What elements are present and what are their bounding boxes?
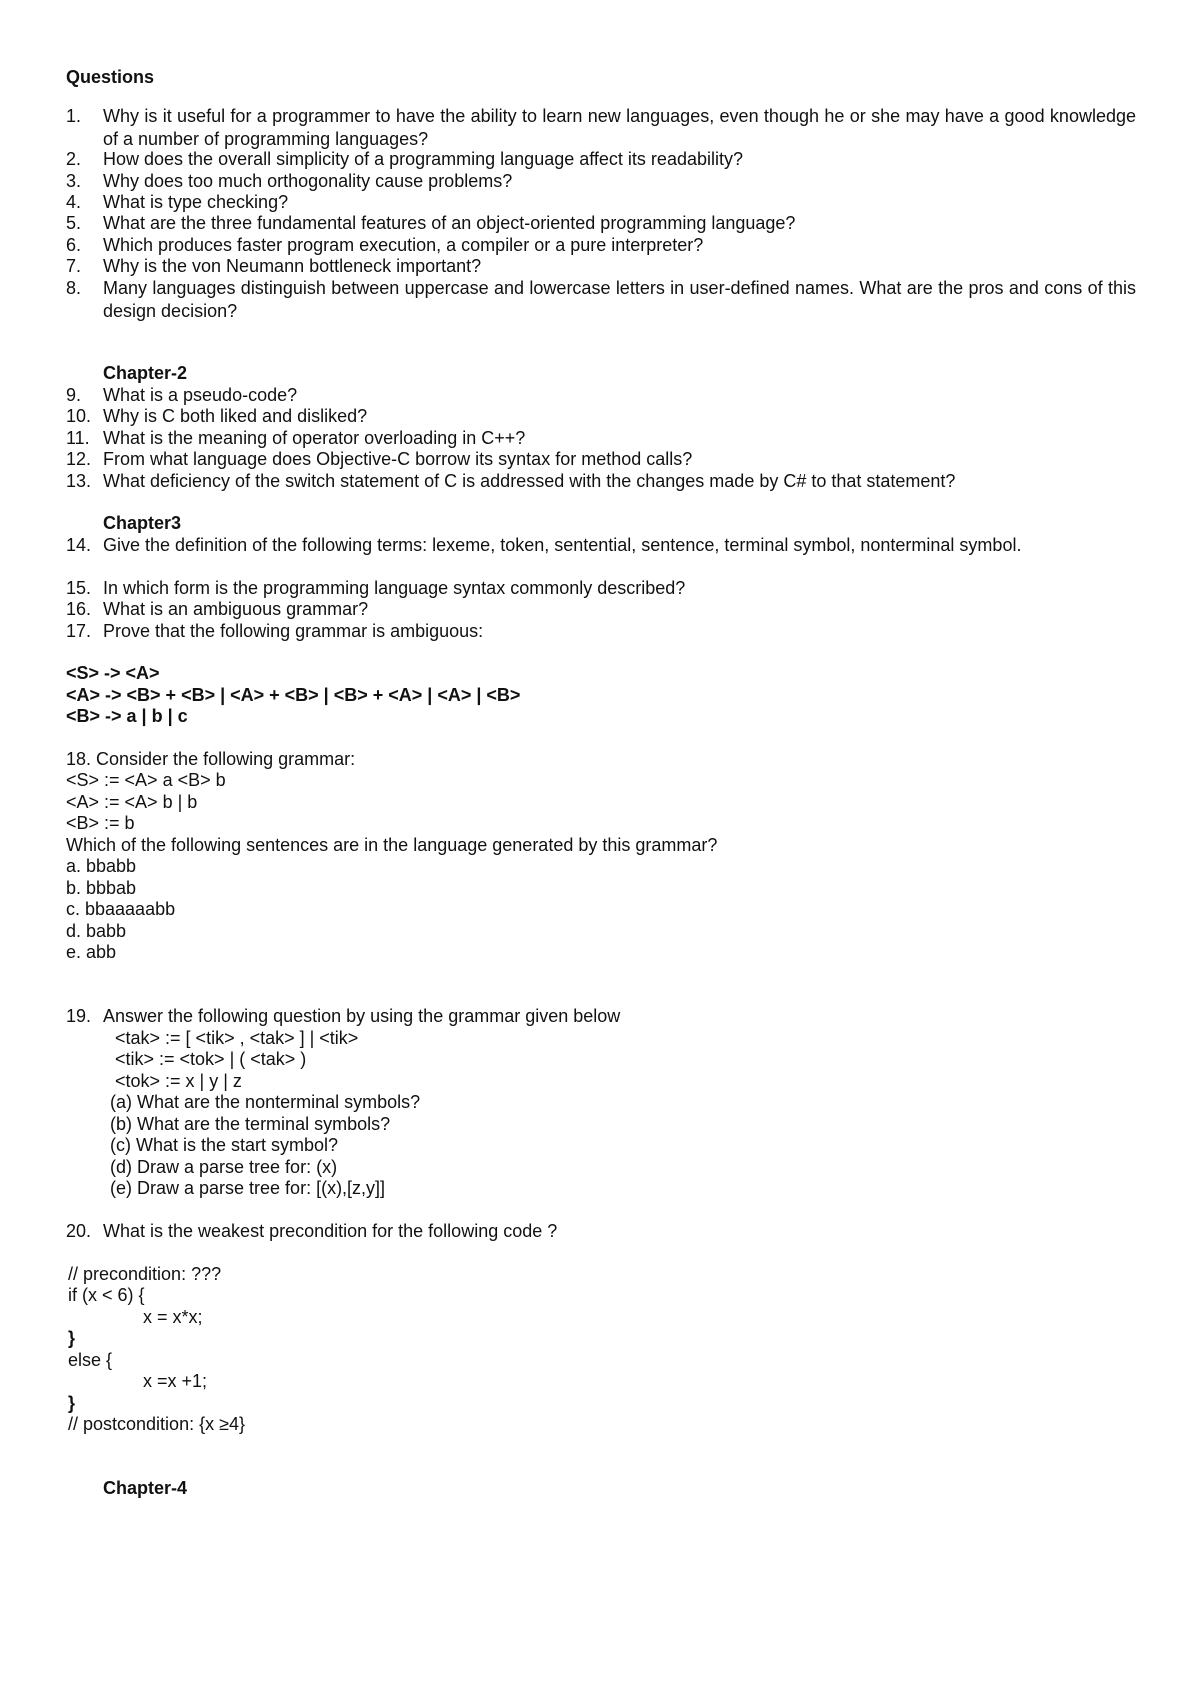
sub-question: (d) Draw a parse tree for: (x) bbox=[110, 1157, 338, 1177]
answer-option: b. bbbab bbox=[66, 878, 137, 898]
grammar-rule: <tok> := x | y | z bbox=[115, 1071, 242, 1091]
sub-question: (a) What are the nonterminal symbols? bbox=[110, 1092, 421, 1112]
grammar-rule: <B> := b bbox=[66, 813, 135, 833]
grammar-rule: <A> := <A> b | b bbox=[66, 792, 198, 812]
code-line: } bbox=[68, 1328, 76, 1348]
question-20: 20. What is the weakest precondition for the following code ? bbox=[66, 1221, 558, 1241]
question-16: 16. What is an ambiguous grammar? bbox=[66, 599, 369, 619]
grammar-rule: <A> -> <B> + <B> | <A> + <B> | <B> + <A> | <A> | <B> bbox=[66, 685, 521, 705]
question-6: 6. Which produces faster program execution, a compiler or a pure interpreter? bbox=[66, 235, 704, 255]
question-14: 14. Give the definition of the following terms: lexeme, token, sentential, sentence, terminal symbol, nonterminal symbol. bbox=[66, 535, 1022, 555]
grammar-rule: <S> := <A> a <B> b bbox=[66, 770, 226, 790]
sub-question: (b) What are the terminal symbols? bbox=[110, 1114, 391, 1134]
answer-option: e. abb bbox=[66, 942, 117, 962]
question-3: 3. Why does too much orthogonality cause problems? bbox=[66, 171, 513, 191]
question-18-intro: 18. Consider the following grammar: bbox=[66, 749, 356, 769]
code-line: x = x*x; bbox=[143, 1307, 203, 1327]
code-line: if (x < 6) { bbox=[68, 1285, 145, 1305]
question-11: 11. What is the meaning of operator overloading in C++? bbox=[66, 428, 526, 448]
question-15: 15. In which form is the programming language syntax commonly described? bbox=[66, 578, 686, 598]
question-9: 9. What is a pseudo-code? bbox=[66, 385, 298, 405]
code-line: else { bbox=[68, 1350, 113, 1370]
answer-option: c. bbaaaaabb bbox=[66, 899, 176, 919]
question-10: 10. Why is C both liked and disliked? bbox=[66, 406, 368, 426]
question-1: 1. Why is it useful for a programmer to have the ability to learn new languages, even though he or she may have a good knowledge of a number of programming languages? bbox=[66, 106, 1136, 149]
page-title: Questions bbox=[66, 67, 155, 87]
sub-question: (c) What is the start symbol? bbox=[110, 1135, 339, 1155]
question-8: 8. Many languages distinguish between uppercase and lowercase letters in user-defined names. What are the pros and cons of this design decision? bbox=[66, 278, 1136, 321]
question-4: 4. What is type checking? bbox=[66, 192, 289, 212]
code-line: // postcondition: {x ≥4} bbox=[68, 1414, 245, 1434]
question-18-prompt: Which of the following sentences are in the language generated by this grammar? bbox=[66, 835, 718, 855]
code-line: x =x +1; bbox=[143, 1371, 208, 1391]
grammar-rule: <S> -> <A> bbox=[66, 663, 160, 683]
answer-option: a. bbabb bbox=[66, 856, 137, 876]
question-12: 12. From what language does Objective-C borrow its syntax for method calls? bbox=[66, 449, 693, 469]
code-line: // precondition: ??? bbox=[68, 1264, 222, 1284]
chapter-3-heading: Chapter3 bbox=[103, 513, 182, 533]
code-line: } bbox=[68, 1393, 76, 1413]
grammar-rule: <B> -> a | b | c bbox=[66, 706, 188, 726]
question-7: 7. Why is the von Neumann bottleneck important? bbox=[66, 256, 482, 276]
question-2: 2. How does the overall simplicity of a programming language affect its readability? bbox=[66, 149, 743, 169]
answer-option: d. babb bbox=[66, 921, 127, 941]
question-5: 5. What are the three fundamental features of an object-oriented programming language? bbox=[66, 213, 796, 233]
sub-question: (e) Draw a parse tree for: [(x),[z,y]] bbox=[110, 1178, 386, 1198]
grammar-rule: <tak> := [ <tik> , <tak> ] | <tik> bbox=[115, 1028, 359, 1048]
chapter-4-heading: Chapter-4 bbox=[103, 1478, 188, 1498]
question-19: 19. Answer the following question by using the grammar given below bbox=[66, 1006, 621, 1026]
question-17: 17. Prove that the following grammar is ambiguous: bbox=[66, 621, 484, 641]
question-13: 13. What deficiency of the switch statement of C is addressed with the changes made by C# to that statement? bbox=[66, 471, 956, 491]
chapter-2-heading: Chapter-2 bbox=[103, 363, 188, 383]
grammar-rule: <tik> := <tok> | ( <tak> ) bbox=[115, 1049, 307, 1069]
